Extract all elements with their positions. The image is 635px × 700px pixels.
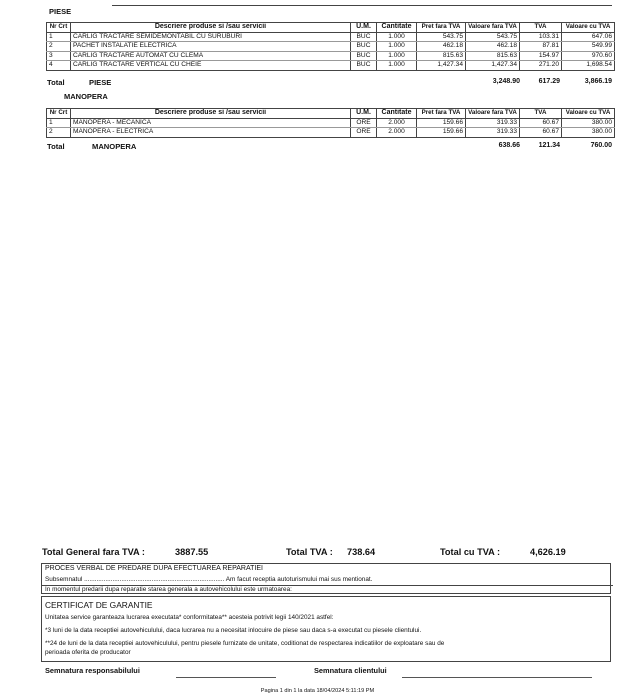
piese-total-valoare: 3,248.90 bbox=[492, 78, 520, 85]
col-tva: TVA bbox=[520, 23, 562, 33]
manopera-total-cu-tva: 760.00 bbox=[590, 142, 612, 149]
col-um: U.M. bbox=[351, 23, 377, 33]
cell-cantitate: 1.000 bbox=[377, 42, 417, 52]
cell-um: ORE bbox=[351, 128, 377, 138]
cell-pret: 1,427.34 bbox=[417, 61, 466, 71]
cell-valoare: 319.33 bbox=[466, 128, 520, 138]
page-footer: Pagina 1 din 1 la data 18/04/2024 5:11:19 PM bbox=[260, 688, 375, 694]
cell-descriere: CARLIG TRACTARE VERTICAL CU CHEIE bbox=[71, 61, 351, 71]
cell-tva: 154.97 bbox=[520, 51, 562, 61]
cell-pret: 815.63 bbox=[417, 51, 466, 61]
cell-valoare: 543.75 bbox=[466, 32, 520, 42]
garantie-line2: *3 luni de la data receptiei autovehiculului, daca lucrarea nu a necesitat inlocuire de piese sau daca s-a executat cu piesele clientului. bbox=[45, 627, 422, 634]
cell-pret: 159.66 bbox=[417, 128, 466, 138]
total-tva-value: 738.64 bbox=[347, 547, 376, 557]
col-pret: Pret fara TVA bbox=[417, 23, 466, 33]
col-cantitate: Cantitate bbox=[377, 109, 417, 119]
cell-cantitate: 1.000 bbox=[377, 61, 417, 71]
cell-um: BUC bbox=[351, 42, 377, 52]
cell-valoare-tva: 647.06 bbox=[562, 32, 615, 42]
total-cu-tva-value: 4,626.19 bbox=[530, 547, 566, 557]
manopera-total-tva: 121.34 bbox=[538, 142, 560, 149]
semnatura-client-line bbox=[402, 677, 592, 678]
garantie-line3: **24 de luni de la data receptiei autovehiculului, pentru piesele furnizate de unitate, coditionat de respectarea indicatiilor de exploatare sau de bbox=[45, 640, 445, 647]
semnatura-responsabil-line bbox=[176, 677, 276, 678]
section-title-manopera: MANOPERA bbox=[64, 92, 108, 101]
col-nr: Nr Crt bbox=[47, 23, 71, 33]
manopera-total-name: MANOPERA bbox=[92, 142, 137, 151]
semnatura-responsabil: Semnatura responsabilului bbox=[45, 666, 140, 675]
cell-pret: 543.75 bbox=[417, 32, 466, 42]
cell-tva: 103.31 bbox=[520, 32, 562, 42]
top-rule bbox=[112, 0, 612, 6]
cell-cantitate: 1.000 bbox=[377, 32, 417, 42]
col-pret: Pret fara TVA bbox=[417, 109, 466, 119]
cell-tva: 87.81 bbox=[520, 42, 562, 52]
table-header-row bbox=[47, 109, 615, 119]
total-tva-label: Total TVA : bbox=[286, 547, 333, 557]
cell-valoare: 1,427.34 bbox=[466, 61, 520, 71]
col-cantitate: Cantitate bbox=[377, 23, 417, 33]
cell-descriere: PACHET INSTALATIE ELECTRICA bbox=[71, 42, 351, 52]
piese-table bbox=[46, 22, 615, 71]
cell-valoare-tva: 1,698.54 bbox=[562, 61, 615, 71]
col-descriere: Descriere produse si /sau servicii bbox=[71, 109, 351, 119]
cell-um: ORE bbox=[351, 118, 377, 128]
proces-verbal-line2: In momentul predarii dupa reparatie starea generala a autovehicolului este urmatoarea: bbox=[42, 585, 613, 593]
cell-tva: 60.67 bbox=[520, 128, 562, 138]
total-general-label: Total General fara TVA : bbox=[42, 547, 145, 557]
garantie-line4: perioada oferita de producator bbox=[45, 649, 131, 656]
piese-total-label: Total bbox=[47, 78, 65, 87]
col-um: U.M. bbox=[351, 109, 377, 119]
piese-total-name: PIESE bbox=[89, 78, 112, 87]
cell-valoare: 462.18 bbox=[466, 42, 520, 52]
cell-um: BUC bbox=[351, 61, 377, 71]
col-tva: TVA bbox=[520, 109, 562, 119]
piese-total-cu-tva: 3,866.19 bbox=[584, 78, 612, 85]
table-row bbox=[47, 128, 615, 138]
table-row bbox=[47, 118, 615, 128]
cell-tva: 271.20 bbox=[520, 61, 562, 71]
col-valoare-tva: Valoare cu TVA bbox=[562, 23, 615, 33]
col-descriere: Descriere produse si /sau servicii bbox=[71, 23, 351, 33]
cell-tva: 60.67 bbox=[520, 118, 562, 128]
col-valoare: Valoare fara TVA bbox=[466, 109, 520, 119]
cell-cantitate: 2.000 bbox=[377, 128, 417, 138]
cell-valoare-tva: 380.00 bbox=[562, 128, 615, 138]
cell-nr: 4 bbox=[47, 61, 71, 71]
cell-valoare-tva: 380.00 bbox=[562, 118, 615, 128]
cell-pret: 159.66 bbox=[417, 118, 466, 128]
proces-verbal-title: PROCES VERBAL DE PREDARE DUPA EFECTUAREA REPARATIEI bbox=[45, 565, 263, 572]
cell-nr: 1 bbox=[47, 118, 71, 128]
garantie-line1: Unitatea service garanteaza lucrarea executata* conformitatea** acesteia potrivit legii 140/2021 astfel: bbox=[45, 614, 334, 621]
cell-valoare-tva: 549.99 bbox=[562, 42, 615, 52]
cell-nr: 3 bbox=[47, 51, 71, 61]
total-cu-tva-label: Total cu TVA : bbox=[440, 547, 501, 557]
cell-nr: 1 bbox=[47, 32, 71, 42]
garantie-box bbox=[41, 596, 611, 662]
table-row bbox=[47, 42, 615, 52]
section-title-piese: PIESE bbox=[49, 7, 72, 16]
cell-valoare-tva: 970.60 bbox=[562, 51, 615, 61]
cell-descriere: CARLIG TRACTARE SEMIDEMONTABIL CU SURUBURI bbox=[71, 32, 351, 42]
cell-nr: 2 bbox=[47, 128, 71, 138]
cell-pret: 462.18 bbox=[417, 42, 466, 52]
col-nr: Nr Crt bbox=[47, 109, 71, 119]
cell-descriere: MANOPERA - MECANICA bbox=[71, 118, 351, 128]
cell-valoare: 319.33 bbox=[466, 118, 520, 128]
cell-valoare: 815.63 bbox=[466, 51, 520, 61]
table-row bbox=[47, 51, 615, 61]
proces-verbal-box bbox=[41, 563, 611, 594]
manopera-total-valoare: 638.66 bbox=[498, 142, 520, 149]
piese-total-tva: 617.29 bbox=[538, 78, 560, 85]
cell-descriere: MANOPERA - ELECTRICA bbox=[71, 128, 351, 138]
table-header-row bbox=[47, 23, 615, 33]
semnatura-client: Semnatura clientului bbox=[314, 666, 387, 675]
cell-um: BUC bbox=[351, 51, 377, 61]
cell-cantitate: 2.000 bbox=[377, 118, 417, 128]
cell-cantitate: 1.000 bbox=[377, 51, 417, 61]
garantie-title: CERTIFICAT DE GARANTIE bbox=[45, 600, 153, 610]
cell-nr: 2 bbox=[47, 42, 71, 52]
col-valoare-tva: Valoare cu TVA bbox=[562, 109, 615, 119]
proces-verbal-line1: Subsemnatul ............................................................................... Am facut receptia autoturismului mai sus mentionat. bbox=[45, 576, 373, 583]
manopera-table bbox=[46, 108, 615, 138]
cell-descriere: CARLIG TRACTARE AUTOMAT CU CLEMA bbox=[71, 51, 351, 61]
table-row bbox=[47, 61, 615, 71]
total-general-value: 3887.55 bbox=[175, 547, 209, 557]
col-valoare: Valoare fara TVA bbox=[466, 23, 520, 33]
table-row bbox=[47, 32, 615, 42]
cell-um: BUC bbox=[351, 32, 377, 42]
manopera-total-label: Total bbox=[47, 142, 65, 151]
